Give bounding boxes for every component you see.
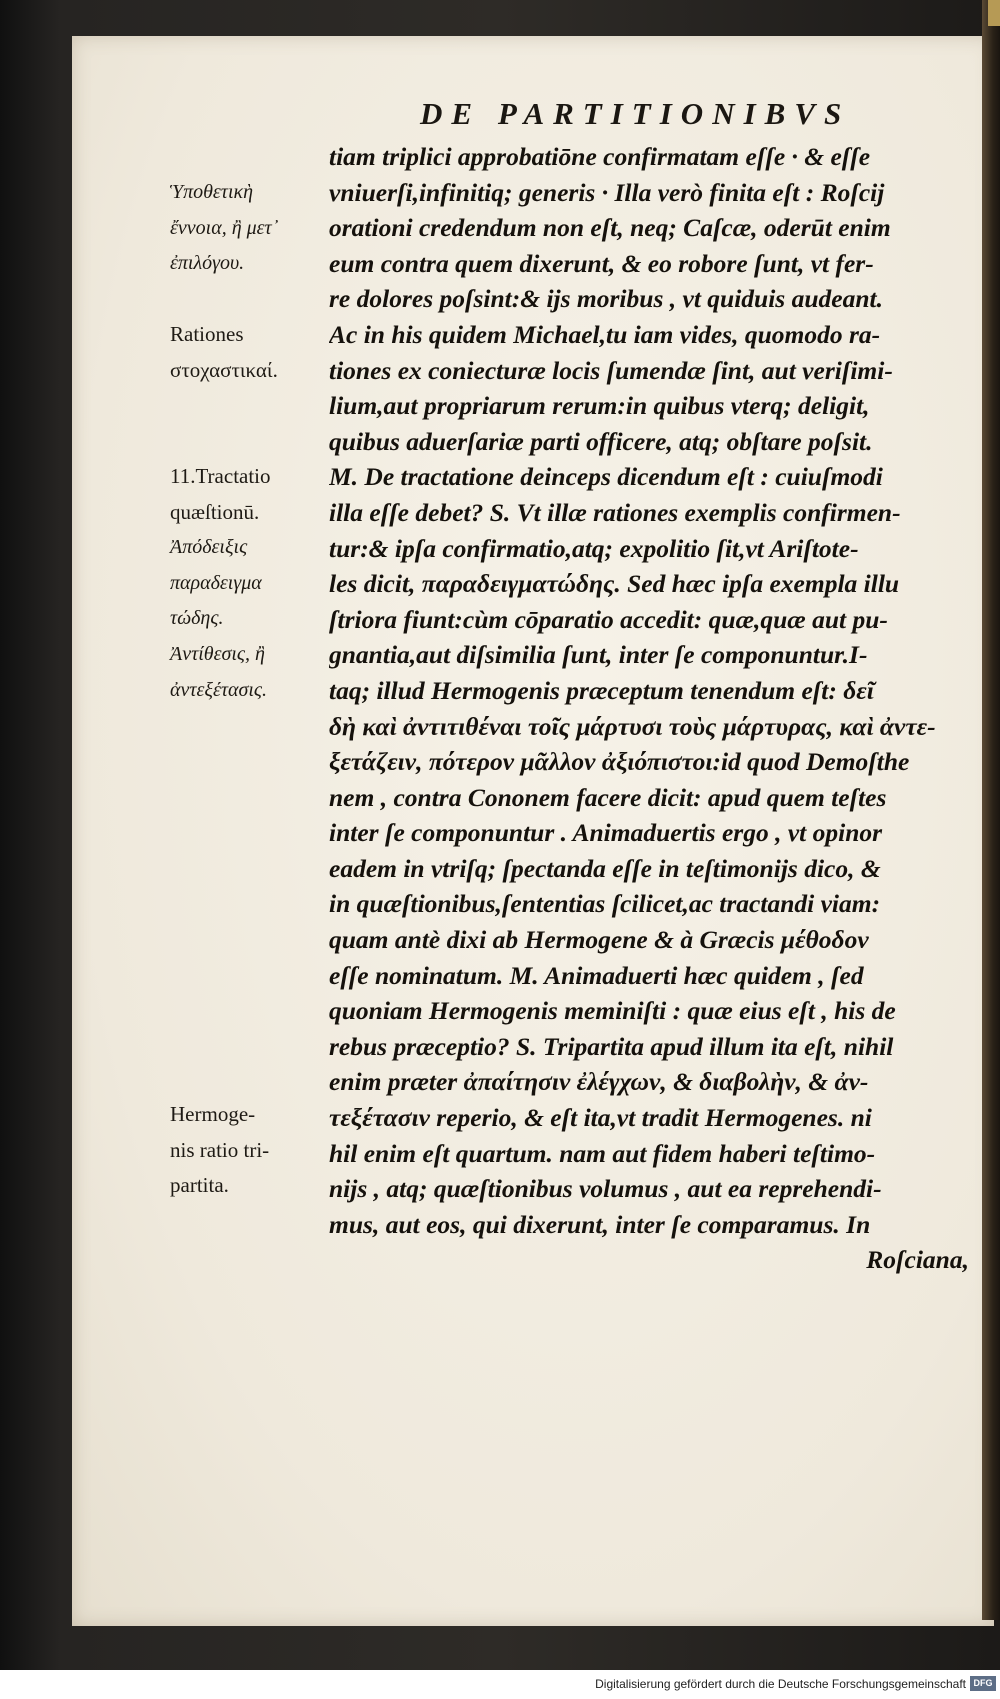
margin-note-line: Hermoge- bbox=[170, 1102, 256, 1126]
text-line: les dicit, παραδειγματώδης. Sed hæc ipſa exempla illu bbox=[329, 569, 900, 599]
text-line: quam antè dixi ab Hermogene & à Græcis μέθοδον bbox=[329, 925, 869, 955]
text-line: eadem in vtriſq; ſpectanda eſſe in teſtimonijs dico, & bbox=[329, 853, 881, 883]
text-line: nijs , atq; quæſtionibus volumus , aut ea reprehendi- bbox=[329, 1174, 882, 1204]
margin-note-line: τώδης. bbox=[170, 607, 224, 630]
text-line: tiones ex coniecturæ locis ſumendæ ſint, aut veriſimi- bbox=[329, 355, 893, 385]
text-line: rebus præceptio? S. Tripartita apud illum ita eſt, nihil bbox=[329, 1031, 894, 1061]
margin-note-hypothetike bbox=[170, 175, 320, 282]
margin-note-tractatio bbox=[170, 459, 320, 530]
margin-note-line: ἐπιλόγου. bbox=[170, 252, 245, 275]
text-line: eſſe nominatum. M. Animaduerti hæc quidem , ſed bbox=[329, 960, 864, 990]
margin-note-line: nis ratio tri- bbox=[170, 1137, 270, 1162]
text-line: τεξέτασιν reperio, & eſt ita,vt tradit Hermogenes. ni bbox=[329, 1103, 872, 1133]
text-line: tiam triplici approbatiōne confirmatam eſſe · & eſſe bbox=[329, 142, 871, 171]
text-line: in quæſtionibus,ſententias ſcilicet,ac tractandi viam: bbox=[329, 889, 881, 919]
text-line: Ac in his quidem Michael,tu iam vides, quomodo ra- bbox=[329, 319, 881, 349]
text-line: tur:& ipſa confirmatio,atq; expolitio ſit,vt Ariſtote- bbox=[329, 533, 859, 563]
page-edge bbox=[982, 0, 1000, 1620]
margin-note-line: partita. bbox=[170, 1173, 229, 1198]
margin-note-hermogenis bbox=[170, 1097, 320, 1204]
footer-credit: Digitalisierung gefördert durch die Deutsche Forschungsgemeinschaft bbox=[595, 1677, 966, 1691]
color-target-mark bbox=[988, 0, 1000, 26]
margin-note-line: Ἀπόδειξις bbox=[170, 536, 248, 558]
running-head: DE PARTITIONIBVS bbox=[420, 96, 851, 131]
text-line: illa eſſe debet? S. Vt illæ rationes exemplis confirmen- bbox=[329, 497, 901, 527]
text-line: gnantia,aut diſsimilia ſunt, inter ſe componuntur.I- bbox=[329, 640, 868, 670]
text-line: re dolores poſsint:& ijs moribus , vt quiduis audeant. bbox=[329, 284, 884, 314]
margin-note-apodeixis bbox=[170, 530, 320, 637]
text-line: hil enim eſt quartum. nam aut fidem haberi teſtimo- bbox=[329, 1138, 876, 1168]
margin-note-line: ἔννοια, ἢ μετ᾽ bbox=[170, 216, 279, 239]
margin-note-line: 11.Tractatio bbox=[170, 464, 271, 488]
text-line: orationi credendum non eſt, neq; Caſcæ, oderūt enim bbox=[329, 213, 891, 243]
margin-note-line: Ὑποθετικὴ bbox=[170, 181, 254, 203]
text-line: taq; illud Hermogenis præceptum tenendum eſt: δεῖ bbox=[329, 675, 874, 705]
text-line: lium,aut propriarum rerum:in quibus vterq; deligit, bbox=[329, 391, 870, 421]
text-line: nem , contra Cononem facere dicit: apud quem teſtes bbox=[329, 782, 887, 812]
margin-note-line: στοχαστικαί. bbox=[170, 357, 278, 382]
margin-note-line: παραδειγμα bbox=[170, 571, 262, 594]
text-line: quoniam Hermogenis meminiſti : quæ eius eſt , his de bbox=[329, 996, 896, 1026]
text-line: enim præter ἀπαίτησιν ἐλέγχων, & διαβολὴν, & ἀν- bbox=[329, 1067, 869, 1097]
dfg-logo: DFG bbox=[970, 1676, 996, 1691]
margin-note-line: Rationes bbox=[170, 322, 244, 346]
text-line: mus, aut eos, qui dixerunt, inter ſe comparamus. In bbox=[329, 1209, 871, 1239]
text-line: inter ſe componuntur . Animaduertis ergo , vt opinor bbox=[329, 818, 883, 848]
margin-note-line: quæſtionū. bbox=[170, 499, 260, 524]
text-line: ξετάζειν, πότερον μᾶλλον ἀξιόπιστοι:id quod Demoſthe bbox=[329, 747, 910, 777]
text-line: vniuerſi,infinitiq; generis · Illa verò finita eſt : Roſcij bbox=[329, 177, 885, 207]
text-line: ſtriora fiunt:cùm cōparatio accedit: quæ,quæ aut pu- bbox=[329, 604, 888, 634]
text-line: eum contra quem dixerunt, & eo robore ſunt, vt fer- bbox=[329, 248, 874, 278]
text-line: δὴ καὶ ἀντιτιθέναι τοῖς μάρτυσι τοὺς μάρτυρας, καὶ ἀντε- bbox=[329, 711, 936, 741]
footer-bar bbox=[0, 1670, 1000, 1699]
body-text bbox=[329, 139, 969, 1278]
text-line: Roſciana, bbox=[866, 1245, 969, 1275]
margin-note-line: Ἀντίθεσις, ἢ bbox=[170, 643, 265, 665]
text-line: quibus aduerſariæ parti officere, atq; obſtare poſsit. bbox=[329, 426, 873, 456]
margin-note-rationes bbox=[170, 317, 320, 388]
text-line: M. De tractatione deinceps dicendum eſt : cuiuſmodi bbox=[329, 462, 883, 492]
margin-note-antithesis bbox=[170, 637, 320, 708]
margin-note-line: ἀντεξέτασις. bbox=[170, 678, 268, 701]
